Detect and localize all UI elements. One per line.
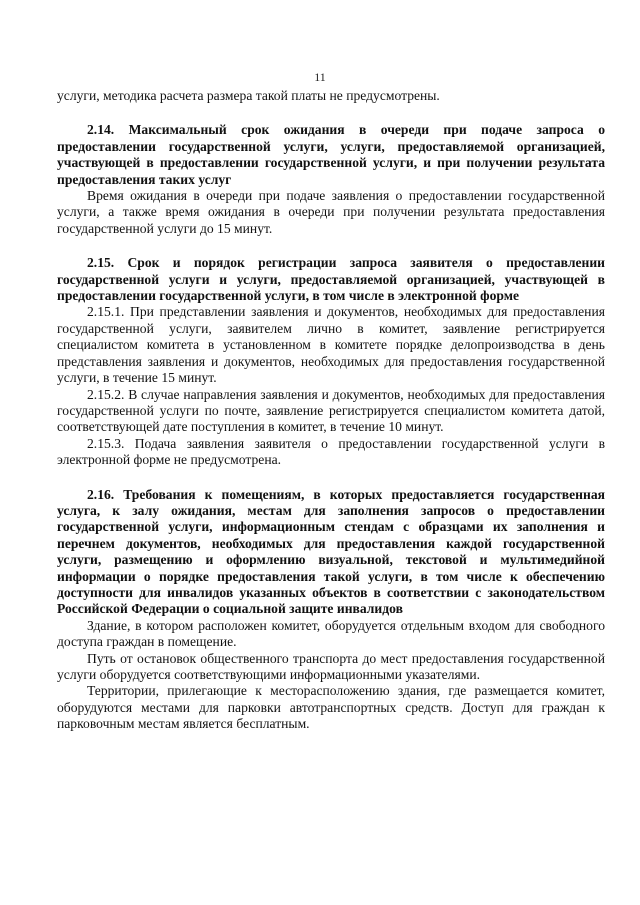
paragraph-2-16-path: Путь от остановок общественного транспорта до мест предоставления государственной услуги оборудуется соответствующими информационными указателями.: [57, 650, 605, 682]
heading-2-15: 2.15. Срок и порядок регистрации запроса заявителя о предоставлении государственной услуги и услуги, предоставляемой организацией, участвующей в предоставлении государственной услуги, в том числе в электронной форме: [57, 255, 605, 304]
heading-2-16: 2.16. Требования к помещениям, в которых предоставляется государственная услуга, к залу ожидания, местам для заполнения запросов о предоставлении государственной услуги, информационным стендам с образцами их заполнения и перечнем документов, необходимых для предоставления каждой государственной услуги, размещению и оформлению визуальной, текстовой и мультимедийной информации о порядке предоставления такой услуги, в том числе к обеспечению доступности для инвалидов указанных объектов в соответствии с законодательством Российской Федерации о социальной защите инвалидов: [57, 486, 605, 617]
document-page: [57, 88, 605, 733]
page-number: 11: [314, 70, 326, 84]
paragraph-2-16-building: Здание, в котором расположен комитет, оборудуется отдельным входом для свободного доступа граждан в помещение.: [57, 617, 605, 650]
paragraph-2-15-1: 2.15.1. При представлении заявления и документов, необходимых для предоставления государственной услуги, заявителем лично в комитет, заявление регистрируется специалистом комитета в установленном в комитете порядке делопроизводства в день представления заявления и документов, необходимых для предоставления государственной услуги, в течение 15 минут.: [57, 304, 605, 386]
paragraph-2-16-parking: Территории, прилегающие к месторасположению здания, где размещается комитет, оборудуются местами для парковки автотранспортных средств. Доступ для граждан к парковочным местам является бесплатным.: [57, 683, 605, 732]
heading-2-14: 2.14. Максимальный срок ожидания в очереди при подаче запроса о предоставлении государственной услуги, услуги, предоставляемой организацией, участвующей в предоставлении государственной услуги, и при получении результата предоставления таких услуг: [57, 122, 605, 187]
paragraph-2-15-2: 2.15.2. В случае направления заявления и документов, необходимых для предоставления государственной услуги по почте, заявление регистрируется специалистом комитета датой, соответствующей дате поступления в комитет, в течение 10 минут.: [57, 386, 605, 435]
paragraph-2-14: Время ожидания в очереди при подаче заявления о предоставлении государственной услуги, а также время ожидания в очереди при получении результата предоставления государственной услуги до 15 минут.: [57, 188, 605, 236]
paragraph-2-15-3: 2.15.3. Подача заявления заявителя о предоставлении государственной услуги в электронной форме не предусмотрена.: [57, 435, 605, 468]
paragraph-continuation: услуги, методика расчета размера такой платы не предусмотрены.: [57, 88, 440, 103]
